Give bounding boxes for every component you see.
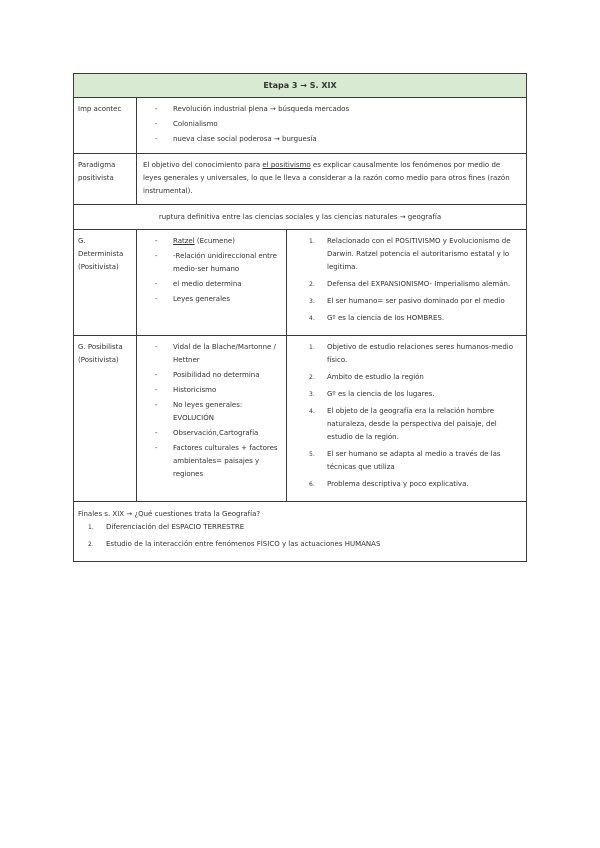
posibilista-right-item [309,388,520,401]
posibilista-left [137,336,287,501]
posibilista-right [287,336,526,501]
posibilista-label: G. Posibilista (Positivista) [74,336,137,501]
paradigma-label: Paradigma positivista [74,154,137,204]
ratzel-name: Ratzel [173,237,195,245]
finales-item [88,521,522,534]
item-number: 6. [309,481,315,488]
table-title: Etapa 3 → S. XIX [263,81,337,90]
finales-item [88,538,522,551]
finales-row [74,501,526,561]
paradigma-text [137,154,526,204]
item-text: El ser humano= ser pasivo dominado por el medio [327,297,505,305]
item-text: Gº es la ciencia de los lugares. [327,390,435,398]
item-number: 1. [309,344,315,351]
item-number: 2. [309,374,315,381]
item-text: Diferenciación del ESPACIO TERRESTRE [106,523,245,531]
determinista-left-item [155,235,282,248]
determinista-right-item [309,278,520,291]
determinista-left-item: - el medio determina [155,278,282,291]
item-text: Defensa del EXPANSIONISMO- Imperialismo alemán. [327,280,511,288]
determinista-right-item [309,235,520,274]
imp-content [137,98,526,153]
item-text: Objetivo de estudio relaciones seres humanos-medio físico. [327,343,514,364]
item-number: 1. [88,524,94,531]
item-text: Ámbito de estudio la región [327,373,424,381]
item-number: 3. [309,391,315,398]
item-text: Gº es la ciencia de los HOMBRES. [327,314,445,322]
determinista-label: G. Determinista (Positivista) [74,230,137,335]
notes-table [73,73,527,562]
determinista-right [287,230,526,335]
paradigma-text-a: El objetivo del conocimiento para [143,161,263,169]
item-text: Estudio de la interacción entre fenómenos FÍSICO y las actuaciones HUMANAS [106,540,381,548]
item-text: El objeto de la geografía era la relación hombre naturaleza, desde la perspectiva del paisaje, del estudio de la región. [327,407,497,441]
determinista-row [74,229,526,335]
item-number: 4. [309,315,315,322]
posibilista-right-item [309,405,520,444]
ratzel-rest: (Ecumene) [194,237,235,245]
paradigma-row [74,153,526,204]
posibilista-right-item [309,341,520,367]
item-number: 2. [88,541,94,548]
ruptura-row [74,204,526,229]
item-number: 3. [309,298,315,305]
posibilista-left-item: - Factores culturales + factores ambientales= paisajes y regiones [155,442,282,481]
imp-item: - Colonialismo [155,118,520,131]
posibilista-left-item: - Historicismo [155,384,282,397]
posibilista-right-item [309,371,520,384]
determinista-right-item [309,295,520,308]
ruptura-text: ruptura definitiva entre las ciencias sociales y las ciencias naturales → geografía [158,212,442,221]
posibilista-left-item: - Observación,Cartografía [155,427,282,440]
item-number: 2. [309,281,315,288]
posibilista-left-item: - No leyes generales: EVOLUCIÓN [155,399,282,425]
item-number: 1. [309,238,315,245]
determinista-right-item [309,312,520,325]
item-text: Problema descriptiva y poco explicativa. [327,480,469,488]
imp-item: - nueva clase social poderosa → burguesía [155,133,520,146]
posibilista-left-item: - Posibilidad no determina [155,369,282,382]
item-text: El ser humano se adapta al medio a través de las técnicas que utiliza [327,450,501,471]
posibilista-row [74,335,526,501]
imp-item: - Revolución industrial plena → búsqueda mercados [155,103,520,116]
item-text: Relacionado con el POSITIVISMO y Evolucionismo de Darwin. Ratzel potencia el autoritarismo estatal y lo legitima. [327,237,511,271]
posibilista-right-item [309,448,520,474]
item-number: 4. [309,408,315,415]
posibilista-left-item: - Vidal de la Blache/Martonne / Hettner [155,341,282,367]
paradigma-underlined: el positivismo [262,161,311,169]
finales-heading: Finales s. XIX → ¿Qué cuestiones trata la Geografía? [78,510,261,518]
imp-row [74,97,526,153]
determinista-left-item: - -Relación unidireccional entre medio-ser humano [155,250,282,276]
table-title-row [74,74,526,97]
determinista-left-item: - Leyes generales [155,293,282,306]
imp-label: Imp acontec [74,98,137,153]
item-number: 5. [309,451,315,458]
posibilista-right-item [309,478,520,491]
paradigma-text-b: es explicar causalmente los fenómenos por medio de leyes generales y universales, lo que le lleva a considerar a la razón como medio para otros fines (razón instrumental). [143,161,510,195]
determinista-left [137,230,287,335]
